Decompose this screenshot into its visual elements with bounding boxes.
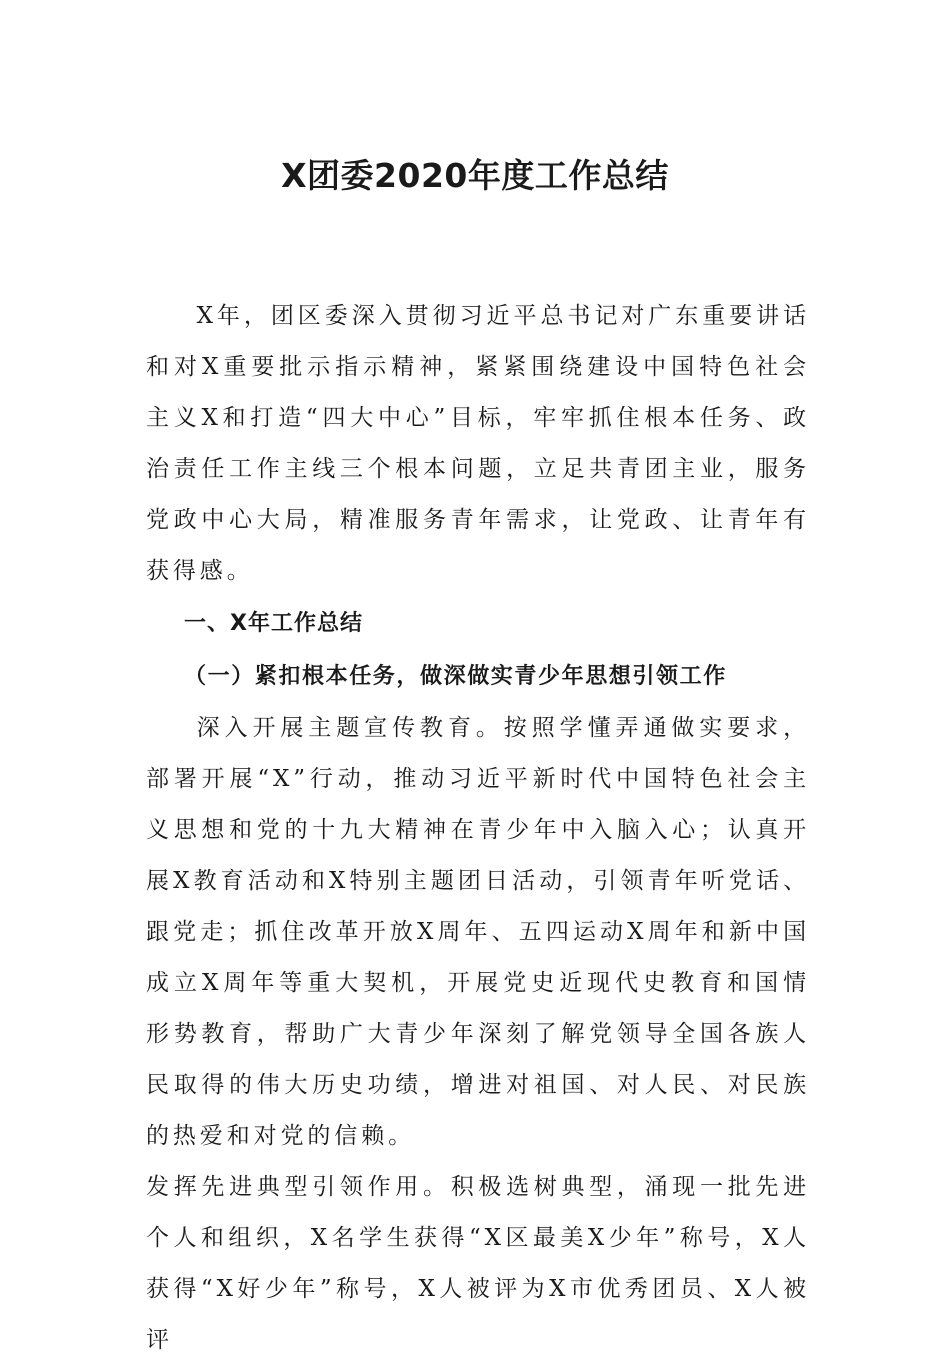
paragraph-theme-education: 深入开展主题宣传教育。按照学懂弄通做实要求，部署开展“X”行动，推动习近平新时代中国特色社会主义思想和党的十九大精神在青少年中入脑入心；认真开展X教育活动和X特别主题团日活动，引领青年听党话、跟党走；抓住改革开放X周年、五四运动X周年和新中国成立X周年等重大契机，开展党史近现代史教育和国情形势教育，帮助广大青少年深刻了解党领导全国各族人民取得的伟大历史功绩，增进对祖国、对人民、对民族的热爱和对党的信赖。 [146,715,810,1149]
section-heading-1: 一、X年工作总结 [184,611,363,636]
document-title: X团委2020年度工作总结 [281,156,669,195]
subsection-heading-1: （一）紧扣根本任务，做深做实青少年思想引领工作 [184,664,727,689]
paragraph-role-models: 发挥先进典型引领作用。积极选树典型，涌现一批先进个人和组织，X名学生获得“X区最美X少年”称号，X人获得“X好少年”称号，X人被评为X市优秀团员、X人被评 [146,1174,810,1353]
document-body [146,291,810,1366]
intro-paragraph: X年，团区委深入贯彻习近平总书记对广东重要讲话和对X重要批示指示精神，紧紧围绕建设中国特色社会主义X和打造“四大中心”目标，牢牢抓住根本任务、政治责任工作主线三个根本问题，立足共青团主业，服务党政中心大局，精准服务青年需求，让党政、让青年有获得感。 [146,303,810,584]
